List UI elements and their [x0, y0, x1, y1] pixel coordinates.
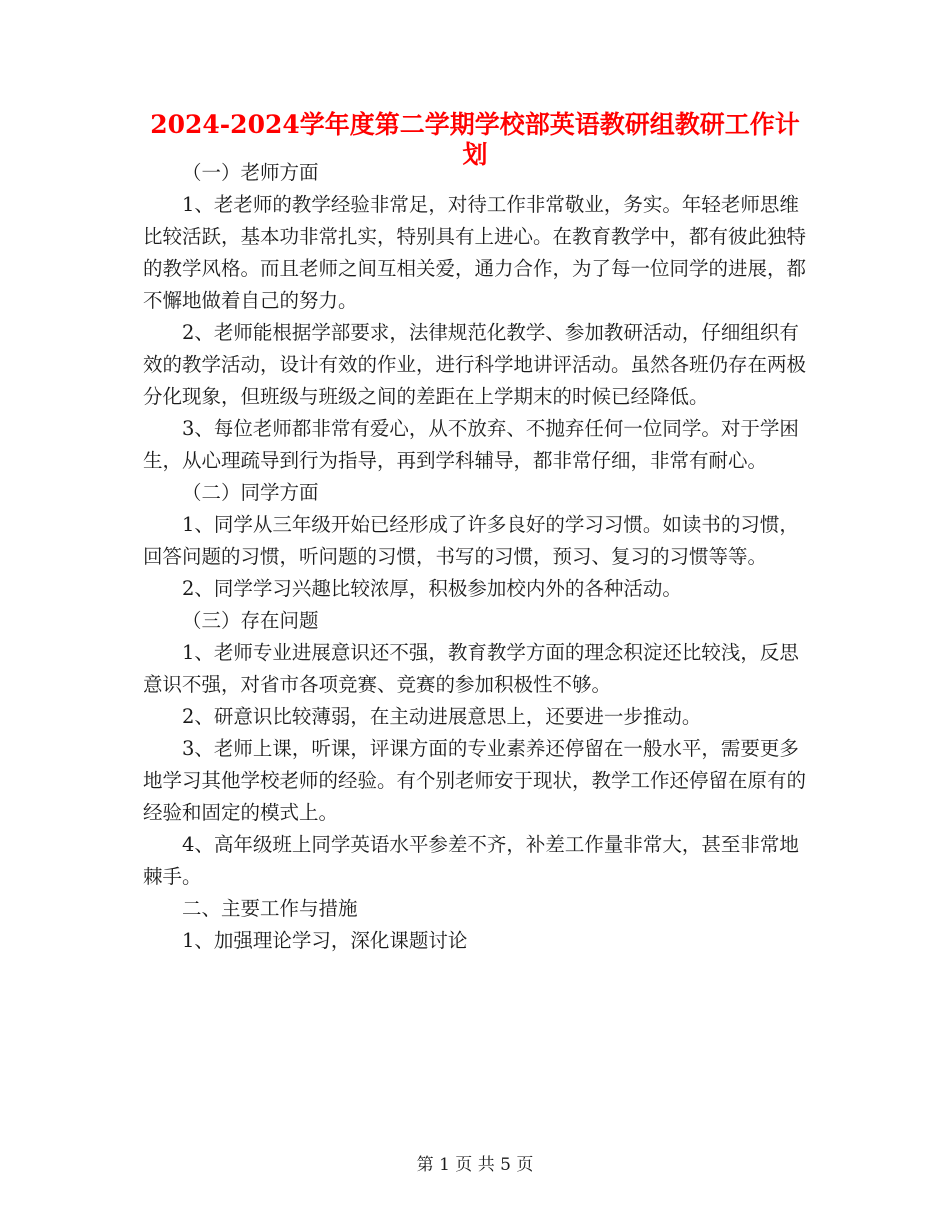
- paragraph: 1、老师专业进展意识还不强，教育教学方面的理念积淀还比较浅，反思意识不强，对省市各项竞赛、竞赛的参加积极性不够。: [143, 641, 799, 696]
- paragraph: 2、研意识比较薄弱，在主动进展意思上，还要进一步推动。: [182, 705, 702, 728]
- paragraph: 2、老师能根据学部要求，法律规范化教学、参加教研活动，仔细组织有效的教学活动，设计有效的作业，进行科学地讲评活动。虽然各班仍存在两极分化现象，但班级与班级之间的差距在上学期末的时候已经降低。: [143, 321, 807, 408]
- paragraph: 3、每位老师都非常有爱心，从不放弃、不抛弃任何一位同学。对于学困生，从心理疏导到行为指导，再到学科辅导，都非常仔细，非常有耐心。: [143, 417, 799, 472]
- page-number: 第 1 页 共 5 页: [416, 1155, 534, 1175]
- section-heading-teachers: （一）老师方面: [182, 161, 319, 184]
- paragraph: 3、老师上课，听课，评课方面的专业素养还停留在一般水平，需要更多地学习其他学校老师的经验。有个别老师安于现状，教学工作还停留在原有的经验和固定的模式上。: [143, 737, 807, 824]
- paragraph: 4、高年级班上同学英语水平参差不齐，补差工作量非常大，甚至非常地棘手。: [143, 833, 799, 888]
- document-body: [143, 157, 811, 957]
- section-heading-problems: （三）存在问题: [182, 609, 319, 632]
- page-footer: [0, 1154, 950, 1176]
- paragraph: 1、老老师的教学经验非常足，对待工作非常敬业，务实。年轻老师思维比较活跃，基本功非常扎实，特别具有上进心。在教育教学中，都有彼此独特的教学风格。而且老师之间互相关爱，通力合作，为了每一位同学的进展，都不懈地做着自己的努力。: [143, 193, 807, 312]
- paragraph: 1、同学从三年级开始已经形成了许多良好的学习习惯。如读书的习惯，回答问题的习惯，听问题的习惯，书写的习惯，预习、复习的习惯等等。: [143, 513, 799, 568]
- section-heading-main-work: 二、主要工作与措施: [182, 897, 358, 920]
- paragraph: 1、加强理论学习，深化课题讨论: [182, 929, 468, 952]
- paragraph: 2、同学学习兴趣比较浓厚，积极参加校内外的各种活动。: [182, 577, 682, 600]
- section-heading-students: （二）同学方面: [182, 481, 319, 504]
- document-title: 2024-2024学年度第二学期学校部英语教研组教研工作计划: [150, 110, 800, 169]
